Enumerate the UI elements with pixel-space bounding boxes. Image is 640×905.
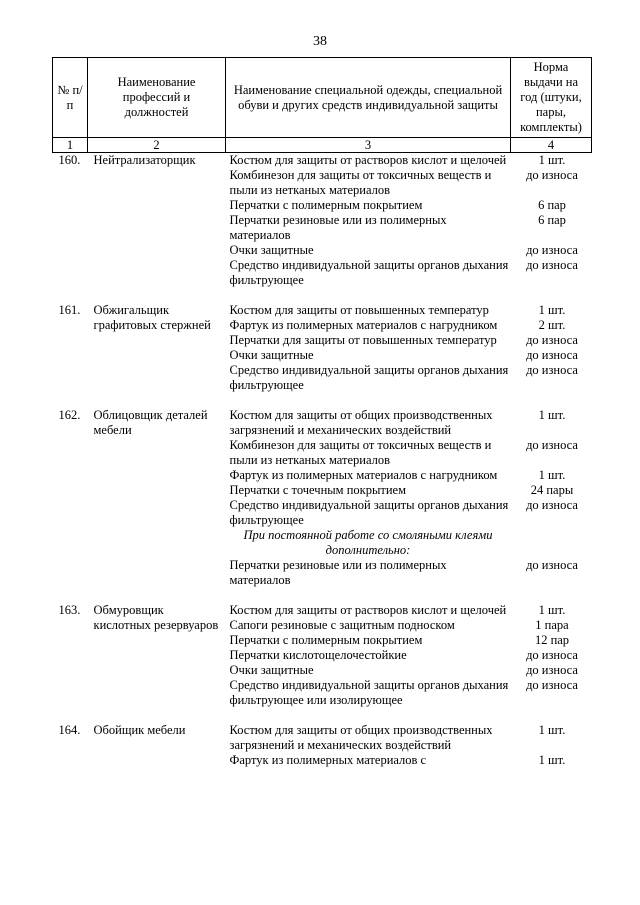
row-spacer [53,588,592,603]
row-spacer [53,288,592,303]
item-qty: до износа [526,438,578,452]
entry-164 [53,723,592,768]
item-qty: 12 пар [534,633,570,647]
item-name: Средство индивидуальной защиты органов дыхания фильтрующее или изолирующее [229,678,509,707]
table-row [53,408,592,438]
item-qty: до износа [526,333,578,347]
header-norm: Норма выдачи на год (штуки, пары, комплекты) [511,58,592,138]
table-row [53,303,592,318]
item-qty: 6 пар [538,213,566,227]
entry-profession: Обжигальщик графитовых стержней [93,303,211,332]
item-name: Костюм для защиты от общих производственных загрязнений и механических воздействий [229,408,493,437]
entry-number: 160. [58,153,81,167]
item-name: Фартук из полимерных материалов с нагрудником [229,468,498,482]
item-name: Перчатки резиновые или из полимерных материалов [229,213,447,242]
table-row [53,603,592,618]
item-name: Очки защитные [229,243,314,257]
item-name: Перчатки резиновые или из полимерных материалов [229,558,447,587]
entry-163 [53,603,592,723]
item-name: Костюм для защиты от растворов кислот и щелочей [229,153,507,167]
item-qty: до износа [526,648,578,662]
item-name: Очки защитные [229,663,314,677]
item-name: Средство индивидуальной защиты органов дыхания фильтрующее [229,258,509,287]
entry-number: 161. [58,303,81,317]
entry-profession: Нейтрализаторщик [93,153,196,167]
entry-number: 164. [58,723,81,737]
entry-profession: Обойщик мебели [93,723,186,737]
entry-162 [53,408,592,603]
item-qty: до износа [526,363,578,377]
header-number: № п/п [53,58,88,138]
entry-number: 163. [58,603,81,617]
column-number-4: 4 [511,138,592,153]
column-number-1: 1 [53,138,88,153]
item-qty: 1 шт. [538,303,566,317]
entry-profession: Облицовщик деталей мебели [93,408,208,437]
item-qty: 6 пар [538,198,566,212]
item-qty: 24 пары [530,483,574,497]
item-qty: до износа [526,348,578,362]
item-qty: 1 пара [535,618,569,632]
item-qty: 1 шт. [538,408,566,422]
item-name: Фартук из полимерных материалов с нагрудником [229,318,498,332]
row-spacer [53,393,592,408]
entry-number: 162. [58,408,81,422]
column-number-3: 3 [226,138,511,153]
item-name: Перчатки для защиты от повышенных температур [229,333,497,347]
table-row [53,153,592,169]
conditional-note: При постоянной работе со смоляными клеями дополнительно: [243,528,493,557]
entry-161 [53,303,592,408]
page-number: 38 [313,34,327,49]
header-equipment: Наименование специальной одежды, специальной обуви и других средств индивидуальной защиты [226,58,511,138]
item-qty: 2 шт. [538,318,566,332]
item-name: Средство индивидуальной защиты органов дыхания фильтрующее [229,498,509,527]
item-qty: 1 шт. [538,603,566,617]
entry-160 [53,153,592,304]
item-name: Костюм для защиты от растворов кислот и щелочей [229,603,507,617]
item-qty: 1 шт. [538,468,566,482]
item-name: Средство индивидуальной защиты органов дыхания фильтрующее [229,363,509,392]
item-qty: 1 шт. [538,753,566,767]
norms-table [52,57,592,768]
item-qty: до износа [526,258,578,272]
item-qty-empty [511,528,592,558]
item-name: Костюм для защиты от повышенных температур [229,303,489,317]
item-name: Комбинезон для защиты от токсичных веществ и пыли из нетканых материалов [229,438,492,467]
item-qty: до износа [526,243,578,257]
item-name: Сапоги резиновые с защитным подноском [229,618,455,632]
row-spacer [53,708,592,723]
item-qty: 1 шт. [538,153,566,167]
entry-profession: Обмуровщик кислотных резервуаров [93,603,219,632]
item-name: Перчатки кислотощелочестойкие [229,648,407,662]
column-number-2: 2 [88,138,226,153]
item-name: Очки защитные [229,348,314,362]
item-name: Перчатки с полимерным покрытием [229,633,423,647]
item-qty: до износа [526,678,578,692]
item-qty: до износа [526,498,578,512]
item-name: Костюм для защиты от общих производственных загрязнений и механических воздействий [229,723,493,752]
item-qty: 1 шт. [538,723,566,737]
item-qty: до износа [526,558,578,572]
item-qty: до износа [526,663,578,677]
header-profession: Наименование профессий и должностей [88,58,226,138]
item-qty: до износа [526,168,578,182]
item-name: Комбинезон для защиты от токсичных веществ и пыли из нетканых материалов [229,168,492,197]
item-name: Перчатки с полимерным покрытием [229,198,423,212]
item-name: Перчатки с точечным покрытием [229,483,406,497]
item-name: Фартук из полимерных материалов с [229,753,427,767]
table-row [53,723,592,753]
